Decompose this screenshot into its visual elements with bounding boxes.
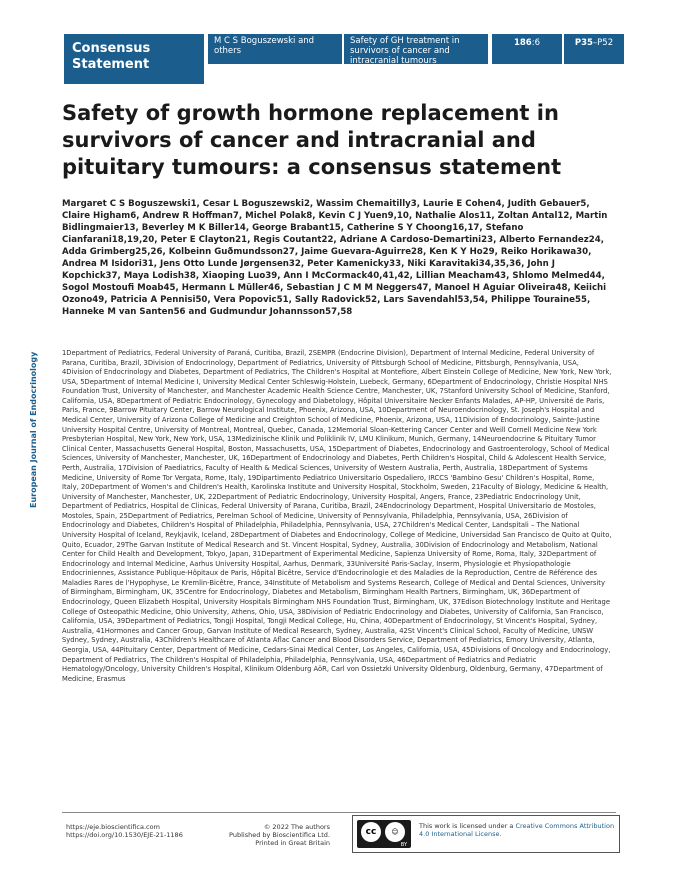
- footer-publisher: [200, 823, 330, 847]
- license-prefix: This work is licensed under a: [419, 822, 516, 830]
- header-authors: M C S Boguszewski and others: [208, 34, 342, 64]
- header-short-title: Safety of GH treatment in survivors of cancer and intracranial tumours: [344, 34, 488, 64]
- journal-side-label: European Journal of Endocrinology: [29, 351, 38, 508]
- pages-end: –P52: [592, 38, 614, 48]
- consensus-statement-badge: Consensus Statement: [64, 34, 204, 84]
- volume-number: 186: [513, 38, 532, 48]
- affiliations: 1Department of Pediatrics, Federal University of Paraná, Curitiba, Brazil, 2SEMPR (Endocrine Division), Department of Internal Medicine, Federal University of Parana, Curitiba, Brazil, 3Division of Endocrinology, Department of Pediatrics, University of Pittsburgh School of Medicine, Pittsburgh, Pennsylvania, USA, 4Division of Endocrinology and Diabetes, Department of Pediatrics, The Children's Hospital at Montefiore, Albert Einstein College of Medicine, New York, New York, USA, 5Department of Internal Medicine I, University Medical Center Schleswig-Holstein, Luebeck, Germany, 6Department of Endocrinology, Christie Hospital NHS Foundation Trust, University of Manchester, and Manchester Academic Health Science Centre, Manchester, UK, 7Stanford University School of Medicine, Stanford, California, USA, 8Department of Pediatric Endocrinology, Gynecology and Diabetology, Hôpital Universitaire Necker Enfants Malades, AP-HP, Université de Paris, Paris, France, 9Barrow Pituitary Center, Barrow Neurological Institute, Phoenix, Arizona, USA, 10Department of Neuroendocrinology, St. Joseph's Hospital and Medical Center, University of Arizona College of Medicine and Creighton School of Medicine, Phoenix, Arizona, USA, 11Division of Endocrinology, Sainte-Justine University Hospital Centre, University of Montreal, Montreal, Quebec, Canada, 12Memorial Sloan-Kettering Cancer Center and Weill Cornell Medicine New York Presbyterian Hospital, New York, New York, USA, 13Medizinische Klinik und Poliklinik IV, LMU Klinikum, Munich, Germany, 14Neuroendocrine & Pituitary Tumor Clinical Center, Massachusetts General Hospital, Boston, Massachusetts, USA, 15Department of Diabetes, Endocrinology and Gastroenterology, School of Medical Sciences, University of Manchester, Manchester, UK, 16Department of Endocrinology and Diabetes, Perth Children's Hospital, Child & Adolescent Health Service, Perth, Australia, 17Division of Paediatrics, Faculty of Health & Medical Sciences, University of Western Australia, Perth, Australia, 18Department of Systems Medicine, University of Rome Tor Vergata, Rome, Italy, 19Dipartimento Pediatrico Universitario Ospedaliero, IRCCS 'Bambino Gesu' Children's Hospital, Rome, Italy, 20Department of Women's and Children's Health, Karolinska Institute and University Hospital, Stockholm, Sweden, 21Faculty of Biology, Medicine & Health, University of Manchester, Manchester, UK, 22Department of Pediatric Endocrinology, University Hospital, Angers, France, 23Pediatric Endocrinology Unit, Department of Pediatrics, Hospital de Clinicas, Federal University of Parana, Curitiba, Brazil, 24Endocrinology Department, Hospital Universitario de Mostoles, Mostoles, Spain, 25Department of Pediatrics, Perelman School of Medicine, University of Pennsylvania, Philadelphia, Pennsylvania, USA, 26Division of Endocrinology and Diabetes, Children's Hospital of Philadelphia, Philadelphia, Pennsylvania, USA, 27Children's Medical Center, Landspitali – The National University Hospital of Iceland, Reykjavik, Iceland, 28Department of Diabetes and Endocrinology, College of Medicine, Universidad San Francisco de Quito at Quito, Quito, Ecuador, 29The Garvan Institute of Medical Research and St. Vincent Hospital, Sydney, Australia, 30Division of Endocrinology and Metabolism, National Center for Child Health and Development, Tokyo, Japan, 31Department of Experimental Medicine, Sapienza University of Rome, Roma, Italy, 32Department of Endocrinology and Internal Medicine, Aarhus University Hospital, Aarhus, Denmark, 33Université Paris-Saclay, Inserm, Physiologie et Physiopathologie Endocriniennes, Assistance Publique-Hôpitaux de Paris, Hôpital Bicêtre, Service d'Endocrinologie et des Maladies de la Reproduction, Centre de Référence des Maladies Rares de l'Hypophyse, Le Kremlin-Bicêtre, France, 34Institute of Metabolism and Systems Research, College of Medical and Dental Sciences, University of Birmingham, Birmingham, UK, 35Centre for Endocrinology, Diabetes and Metabolism, Birmingham Health Partners, Birmingham, UK, 36Department of Endocrinology, Queen Elizabeth Hospital, University Hospitals Birmingham NHS Foundation Trust, Birmingham, UK, 37Edison Biotechnology Institute and Heritage College of Osteopathic Medicine, Ohio University, Athens, Ohio, USA, 38Division of Pediatric Endocrinology and Diabetes, University of California, San Francisco, California, USA, 39Department of Pediatrics, Tongji Hospital, Tongji Medical College, Hu, China, 40Department of Endocrinology, St Vincent's Hospital, Sydney, Australia, 41Hormones and Cancer Group, Garvan Institute of Medical Research, Sydney, Australia, 42St Vincent's Clinical School, Faculty of Medicine, UNSW Sydney, Sydney, Australia, 43Children's Healthcare of Atlanta Aflac Cancer and Blood Disorders Service, Department of Pediatrics, Emory University, Atlanta, Georgia, USA, 44Pituitary Center, Department of Medicine, Cedars-Sinai Medical Center, Los Angeles, California, USA, 45Divisions of Oncology and Endocrinology, Department of Pediatrics, The Children's Hospital of Philadelphia, Philadelphia, Pennsylvania, USA, 46Department of Pediatrics and Pediatric Hematology/Oncology, University Children's Hospital, Klinikum Oldenburg AöR, Carl von Ossietzki University Oldenburg, Oldenburg, Germany, 47Department of Medicine, Erasmus: [62, 349, 612, 683]
- license-link[interactable]: Creative Commons Attribution 4.0 International License.: [419, 822, 615, 838]
- publisher-text: Published by Bioscientifica Ltd.: [229, 831, 330, 839]
- copyright-text: © 2022 The authors: [263, 823, 330, 831]
- doi-link[interactable]: https://doi.org/10.1530/EJE-21-1186: [66, 831, 183, 839]
- author-list: Margaret C S Boguszewski1, Cesar L Boguszewski2, Wassim Chemaitilly3, Laurie E Cohen4, Judith Gebauer5, Claire Higham6, Andrew R Hoffman7, Michel Polak8, Kevin C J Yuen9,10, Nathalie Alos11, Zoltan Antal12, Martin Bidlingmaier13, Beverley M K Biller14, George Brabant15, Catherine S Y Choong16,17, Stefano Cianfarani18,19,20, Peter E Clayton21, Regis Coutant22, Adriane A Cardoso-Demartini23, Alberto Fernandez24, Adda Grimberg25,26, Kolbeinn Guðmundsson27, Jaime Guevara-Aguirre28, Ken K Y Ho29, Reiko Horikawa30, Andrea M Isidori31, Jens Otto Lunde Jørgensen32, Peter Kamenicky33, Niki Karavitaki34,35,36, John J Kopchick37, Maya Lodish38, Xiaoping Luo39, Ann I McCormack40,41,42, Lillian Meacham43, Shlomo Melmed44, Sogol Mostoufi Moab45, Hermann L Müller46, Sebastian J C M M Neggers47, Manoel H Aguiar Oliveira48, Keiichi Ozono49, Patricia A Pennisi50, Vera Popovic51, Sally Radovick52, Lars Savendahl53,54, Philippe Touraine55, Hanneke M van Santen56 and Gudmundur Johannsson57,58: [62, 199, 608, 317]
- footer-links: [66, 823, 183, 839]
- license-text: [419, 822, 615, 838]
- header-pages: [564, 34, 624, 64]
- footer-divider: [62, 812, 616, 813]
- license-box: [352, 815, 620, 853]
- journal-url-link[interactable]: https://eje.bioscientifica.com: [66, 823, 160, 831]
- article-title: Safety of growth hormone replacement in survivors of cancer and intracranial and pituitary tumours: a consensus statement: [62, 101, 562, 179]
- cc-by-icon[interactable]: [357, 820, 411, 848]
- cc-icon: cc: [361, 822, 381, 842]
- header-volume: 186:6: [492, 34, 562, 64]
- issue-number: 6: [534, 38, 541, 48]
- printed-text: Printed in Great Britain: [255, 839, 330, 847]
- pages-start: P35: [574, 38, 593, 48]
- person-icon: ☺: [385, 822, 405, 842]
- by-label: BY: [400, 842, 407, 848]
